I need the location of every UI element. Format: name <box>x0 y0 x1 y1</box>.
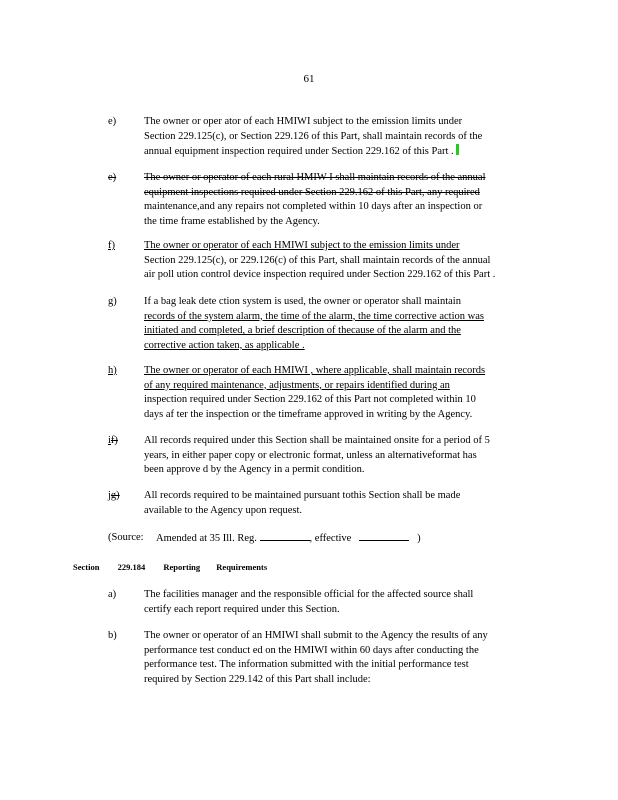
text-segment: performance test conduct ed on the HMIWI within 60 days after conducting the <box>144 644 479 656</box>
record-item-text <box>144 171 544 229</box>
text-line <box>144 268 544 283</box>
text-line <box>144 171 544 186</box>
text-line <box>144 489 544 504</box>
report-item-label: b) <box>108 630 117 641</box>
text-line <box>144 644 544 659</box>
record-item-label: f) <box>108 240 115 251</box>
record-item-label: if) <box>108 435 118 446</box>
text-segment: been approve d by the Agency in a permit condition. <box>144 464 365 476</box>
text-segment: the time frame established by the Agency. <box>144 215 320 227</box>
text-segment: The facilities manager and the responsible official for the affected source shall <box>144 589 474 600</box>
record-item-label: g) <box>108 296 117 307</box>
text-segment: corrective action taken, as applicable . <box>144 339 305 351</box>
text-line <box>144 115 544 130</box>
text-line <box>144 239 544 254</box>
text-line <box>144 449 544 464</box>
text-segment: The owner or operator of an HMIWI shall submit to the Agency the results of any <box>144 630 488 641</box>
source-mid: , effective <box>309 533 352 544</box>
text-segment: inspection required under Section 229.162 of this Part not completed within 10 <box>144 394 476 406</box>
text-line <box>144 339 544 354</box>
text-segment: performance test. The information submitted with the initial performance test <box>144 659 469 671</box>
record-item-text <box>144 489 544 518</box>
text-line <box>144 603 544 618</box>
section-title-1: Reporting <box>163 562 201 572</box>
register-blank <box>260 531 310 541</box>
text-segment: The owner or operator of each HMIWI , where applicable, shall maintain records <box>144 365 486 376</box>
record-item-label: e) <box>108 172 117 183</box>
text-segment: years, in either paper copy or electronic format, unless an alternativeformat has <box>144 449 477 461</box>
text-segment: If a bag leak dete ction system is used, the owner or operator shall maintain <box>144 296 461 307</box>
record-item-label: h) <box>108 365 117 376</box>
text-segment: records of the system alarm, the time of the alarm, the time corrective action was <box>144 310 484 322</box>
text-line <box>144 504 544 519</box>
text-line <box>144 393 544 408</box>
text-line <box>144 295 544 310</box>
text-segment: Section 229.125(c), or 229.126(c) of this Part, shall maintain records of the annual <box>144 254 491 266</box>
report-item-text <box>144 588 544 617</box>
text-segment: equipment inspections required under Section 229.162 of this Part, any required <box>144 186 480 198</box>
text-line <box>144 629 544 644</box>
text-line <box>144 215 544 230</box>
text-line <box>144 186 544 201</box>
report-item-text <box>144 629 544 687</box>
text-segment: air poll ution control device inspection required under Section 229.162 of this Part . <box>144 269 496 281</box>
text-segment: All records required under this Section shall be maintained onsite for a period of 5 <box>144 435 490 446</box>
text-segment: The owner or operator of each rural HMIW I shall maintain records of the annual <box>144 172 486 183</box>
section-title-2: Requirements <box>216 562 268 572</box>
text-line <box>144 254 544 269</box>
text-line <box>144 364 544 379</box>
text-line <box>144 310 544 325</box>
text-segment: Section 229.125(c), or Section 229.126 of this Part, shall maintain records of the <box>144 130 483 142</box>
text-segment: maintenance,and any repairs not completed within 10 days after an inspection or <box>144 201 483 213</box>
text-segment: All records required to be maintained pursuant tothis Section shall be made <box>144 490 461 501</box>
record-item-text <box>144 295 544 353</box>
source-suffix: ) <box>417 533 421 544</box>
record-item-text <box>144 115 544 160</box>
source-prefix: (Source: <box>108 532 144 543</box>
text-line <box>144 658 544 673</box>
text-line <box>144 673 544 688</box>
text-line <box>144 200 544 215</box>
source-text: Amended at 35 Ill. Reg. <box>156 533 257 544</box>
text-segment: of any required maintenance, adjustments, or repairs identified during an <box>144 379 450 391</box>
record-item-label: jg) <box>108 490 120 501</box>
text-segment: required by Section 229.142 of this Part shall include: <box>144 673 371 685</box>
text-line <box>144 379 544 394</box>
section-label: Section <box>73 562 100 572</box>
record-item-text <box>144 239 544 283</box>
report-item-label: a) <box>108 589 117 600</box>
highlight-marker <box>456 144 459 155</box>
section-number: 229.184 <box>117 562 146 572</box>
record-item-label: e) <box>108 116 117 127</box>
text-line <box>144 463 544 478</box>
record-item-text <box>144 434 544 478</box>
text-line <box>144 588 544 603</box>
text-segment: days af ter the inspection or the timeframe approved in writing by the Agency. <box>144 408 473 420</box>
effective-date-blank <box>359 531 409 541</box>
text-segment: The owner or operator of each HMIWI subject to the emission limits under <box>144 240 460 251</box>
text-segment: The owner or oper ator of each HMIWI subject to the emission limits under <box>144 116 463 127</box>
text-line <box>144 144 544 160</box>
text-segment: certify each report required under this Section. <box>144 603 340 615</box>
text-line <box>144 130 544 145</box>
text-line <box>144 408 544 423</box>
text-segment: annual equipment inspection required under Section 229.162 of this Part . <box>144 146 454 158</box>
text-segment: initiated and completed, a brief description of thecause of the alarm and the <box>144 325 461 337</box>
page-number: 61 <box>303 73 315 85</box>
text-segment: available to the Agency upon request. <box>144 504 303 516</box>
text-line <box>144 434 544 449</box>
text-line <box>144 324 544 339</box>
record-item-text <box>144 364 544 422</box>
section-heading <box>73 562 267 572</box>
